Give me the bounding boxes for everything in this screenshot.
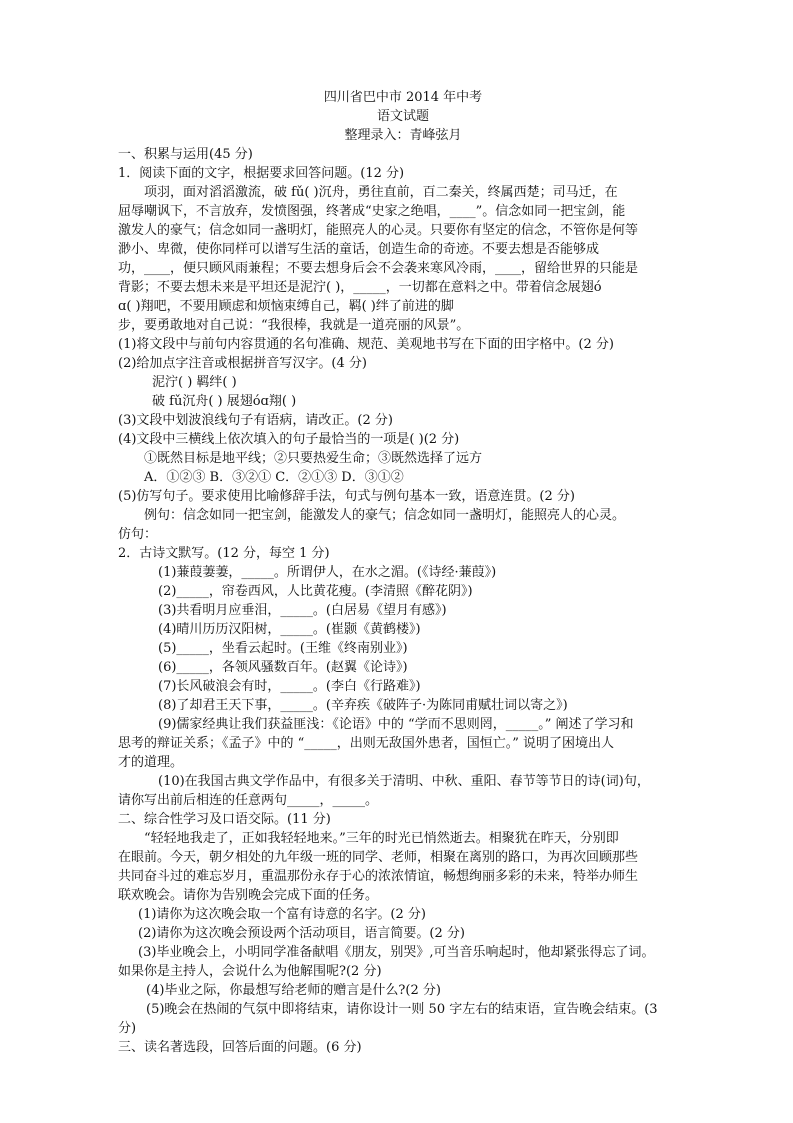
paragraph-line: 在眼前。今天，朝夕相处的九年级一班的同学、老师，相聚在离别的路口，为再次回顾那些 <box>118 850 639 865</box>
sub-question-4: (4)文段中三横线上依次填入的句子最恰当的一项是( )(2 分) <box>118 432 460 447</box>
list-item: (8)了却君王天下事，_____。(辛弃疾《破阵子·为陈同甫赋壮词以寄之》) <box>158 698 568 713</box>
passage-line: 背影；不要去想未来是平坦还是泥泞( )，_____，一切都在意料之中。带着信念展翅ó <box>118 280 602 295</box>
passage-line: ɑ( )翔吧，不要用顾虑和烦恼束缚自己，羁( )绊了前进的脚 <box>118 299 454 314</box>
option-sentences: ①既然目标是地平线；②只要热爱生命；③既然选择了远方 <box>144 451 483 466</box>
imitation-label: 仿句： <box>118 527 158 542</box>
task-item-continued: 分) <box>118 1021 137 1036</box>
list-item: (10)在我国古典文学作品中，有很多关于清明、中秋、重阳、春节等节日的诗(词)句， <box>158 774 650 789</box>
task-item: (4)毕业之际，你最想写给老师的赠言是什么?(2 分) <box>146 983 441 998</box>
question-2-intro: 2．古诗文默写。(12 分，每空 1 分) <box>118 546 330 561</box>
list-item: (4)晴川历历汉阳树，_____。(崔颢《黄鹤楼》) <box>158 622 421 637</box>
passage-line: 激发人的豪气；信念如同一盏明灯，能照亮人的心灵。只要你有坚定的信念，不管你是何等 <box>118 223 639 238</box>
scenario-paragraph <box>118 829 688 905</box>
paragraph-line: 共同奋斗过的难忘岁月，重温那份永存于心的浓浓情谊，畅想绚丽多彩的未来，特举办师生 <box>118 869 639 884</box>
task-item: (3)毕业晚会上，小明同学准备献唱《朋友，别哭》,可当音乐响起时，他却紧张得忘了词。 <box>138 945 655 960</box>
list-item: (3)共看明月应垂泪，_____。(白居易《望月有感》) <box>158 603 447 618</box>
list-item: (9)儒家经典让我们获益匪浅：《论语》中的 “学而不思则罔，_____。” 阐述了学习和 <box>158 717 634 732</box>
section-heading-1: 一、积累与运用(45 分) <box>118 147 253 162</box>
task-item: (2)请你为这次晚会预设两个活动项目，语言简要。(2 分) <box>138 926 465 941</box>
passage-line: 步，要勇敢地对自己说：“我很棒，我就是一道亮丽的风景”。 <box>118 318 470 333</box>
paragraph-line: “轻轻地我走了，正如我轻轻地来。”三年的时光已悄然逝去。相聚犹在昨天，分别即 <box>144 831 619 846</box>
compiler-credit: 整理录入：青峰弦月 <box>344 128 462 143</box>
section-heading-2: 二、综合性学习及口语交际。(11 分) <box>118 812 331 827</box>
task-item: (5)晚会在热闹的气氛中即将结束，请你设计一则 50 字左右的结束语，宣告晚会结束。(3 <box>146 1002 658 1017</box>
list-item: (7)长风破浪会有时，_____。(李白《行路难》) <box>158 679 421 694</box>
sub-question-3: (3)文段中划波浪线句子有语病，请改正。(2 分) <box>118 413 393 428</box>
exam-title: 四川省巴中市 2014 年中考 <box>323 90 483 105</box>
list-item: (5)_____，坐看云起时。(王维《终南别业》) <box>158 641 408 656</box>
task-item-continued: 如果你是主持人，会说什么为他解围呢?(2 分) <box>118 964 382 979</box>
list-item: (2)_____，帘卷西风，人比黄花瘦。(李清照《醉花阴》) <box>158 584 473 599</box>
passage-line: 项羽，面对滔滔激流，破 fǔ( )沉舟，勇往直前，百二秦关，终属西楚；司马迁，在 <box>144 185 618 200</box>
section-heading-3: 三、读名著选段，回答后面的问题。(6 分) <box>118 1040 362 1055</box>
question-1-intro: 1．阅读下面的文字，根据要求回答问题。(12 分) <box>118 166 405 181</box>
passage-line: 功，____，便只顾风雨兼程；不要去想身后会不会袭来寒风冷雨，____，留给世界的只能是 <box>118 261 639 276</box>
sub-question-1: (1)将文段中与前句内容贯通的名句准确、规范、美观地书写在下面的田字格中。(2 分) <box>118 337 614 352</box>
pinyin-row: 破 fǔ沉舟( ) 展翅óɑ翔( ) <box>152 394 297 409</box>
list-item-continued: 请你写出前后相连的任意两句_____，_____。 <box>118 793 379 808</box>
sub-question-2: (2)给加点字注音或根据拼音写汉字。(4 分) <box>118 356 367 371</box>
task-list <box>118 905 688 1038</box>
exam-page <box>118 88 688 1057</box>
sub-question-5: (5)仿写句子。要求使用比喻修辞手法，句式与例句基本一致，语意连贯。(2 分) <box>118 489 575 504</box>
task-item: (1)请你为这次晚会取一个富有诗意的名字。(2 分) <box>138 907 426 922</box>
paragraph-line: 联欢晚会。请你为告别晚会完成下面的任务。 <box>118 888 379 903</box>
multiple-choice-options: A．①②③ B．③②① C．②①③ D．③①② <box>144 470 404 485</box>
passage-line: 渺小、卑微，使你同样可以谱写生活的童话，创造生命的奇迹。不要去想是否能够成 <box>118 242 600 257</box>
reading-passage <box>118 183 688 335</box>
poetry-recitation-list <box>118 563 688 810</box>
pinyin-row: 泥泞( ) 羁绊( ) <box>152 375 237 390</box>
passage-line: 屈辱嘲讽下，不言放弃，发愤图强，终著成“史家之绝唱，____”。信念如同一把宝剑，能 <box>118 204 626 219</box>
list-item: (1)蒹葭萋萋，_____。所谓伊人，在水之湄。(《诗经·蒹葭》) <box>158 565 497 580</box>
exam-subtitle: 语文试题 <box>376 109 429 124</box>
list-item-continued: 思考的辩证关系；《孟子》中的 “_____，出则无敌国外患者，国恒亡。” 说明了困境出人 <box>118 736 615 751</box>
list-item-continued: 才的道理。 <box>118 755 184 770</box>
example-sentence: 例句：信念如同一把宝剑，能激发人的豪气；信念如同一盏明灯，能照亮人的心灵。 <box>144 508 626 523</box>
list-item: (6)_____，各领风骚数百年。(赵翼《论诗》) <box>158 660 408 675</box>
